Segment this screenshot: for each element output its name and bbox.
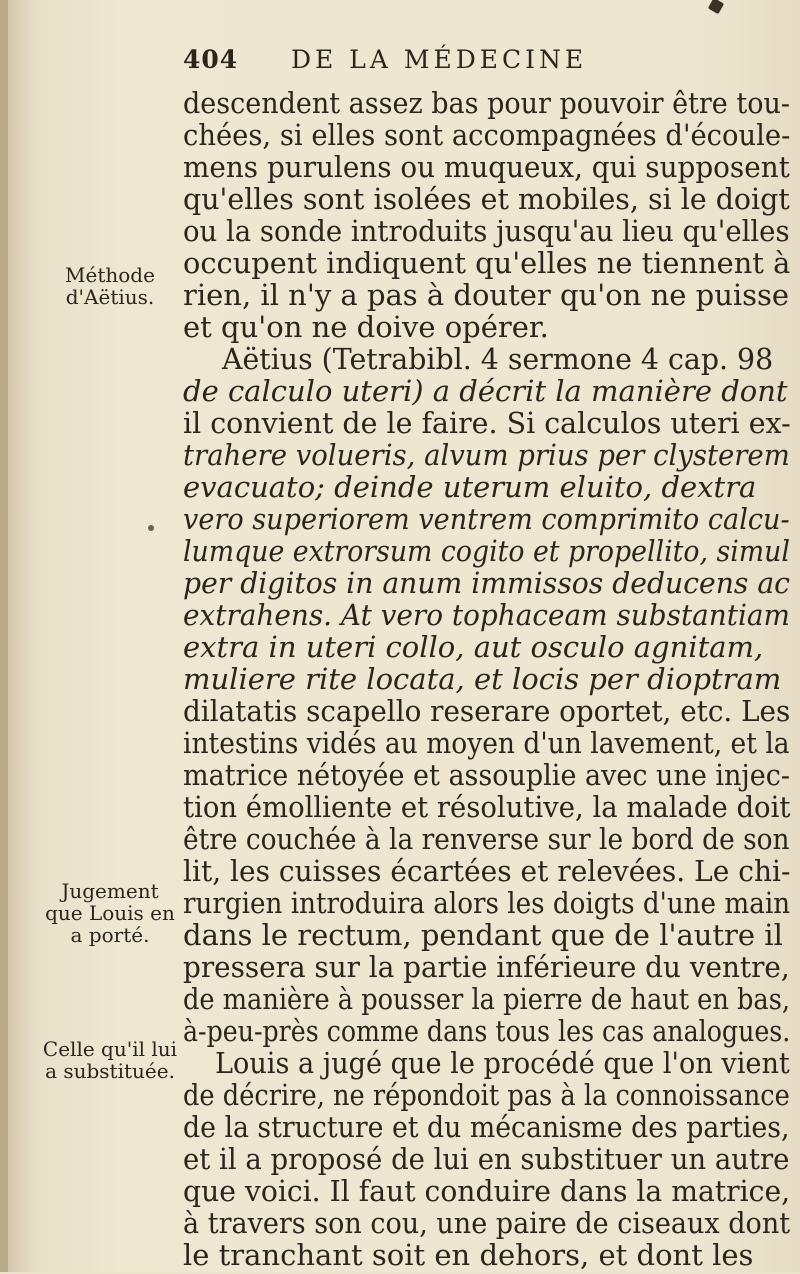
text-line: evacuato; deinde uterum eluito, dextra — [183, 470, 757, 504]
text-line: lit, les cuisses écartées et relevées. Le chi- — [183, 854, 791, 888]
text-line: et il a proposé de lui en substituer un autre — [183, 1142, 790, 1176]
text-line: dilatatis scapello reserare oportet, etc. Les — [183, 694, 791, 728]
text-line: dans le rectum, pendant que de l'autre il — [183, 918, 783, 952]
text-line: Louis a jugé que le procédé que l'on vient — [215, 1046, 790, 1080]
margin-note-method: Méthode d'Aëtius. — [65, 263, 155, 309]
text-line: et qu'on ne doive opérer. — [183, 310, 549, 344]
text-line: chées, si elles sont accompagnées d'écoule- — [183, 118, 791, 152]
text-line: lumque extrorsum cogito et propellito, simul — [183, 534, 790, 568]
text-line: qu'elles sont isolées et mobiles, si le doigt — [183, 182, 790, 216]
page-header — [183, 45, 703, 79]
text-line: extra in uteri collo, aut osculo agnitam, — [183, 630, 764, 664]
text-line: il convient de le faire. Si calculos uteri ex- — [183, 406, 791, 440]
margin-note-substitute: Celle qu'il lui a substituée. — [42, 1037, 178, 1083]
text-line: être couchée à la renverse sur le bord de son — [183, 822, 790, 856]
text-line: que voici. Il faut conduire dans la matrice, — [183, 1174, 791, 1208]
text-line: de manière à pousser la pierre de haut en bas, — [183, 982, 791, 1016]
spine-edge — [0, 0, 8, 1272]
text-line: le tranchant soit en dehors, et dont les — [183, 1238, 754, 1272]
text-line: per digitos in anum immissos deducens ac — [183, 566, 790, 600]
text-line: trahere volueris, alvum prius per clysterem — [183, 438, 790, 472]
text-line: tion émolliente et résolutive, la malade doit — [183, 790, 791, 824]
text-line: ou la sonde introduits jusqu'au lieu qu'elles — [183, 214, 790, 248]
text-line: matrice nétoyée et assouplie avec une injec- — [183, 758, 790, 792]
text-line: de décrire, ne répondoit pas à la connoissance — [183, 1078, 790, 1112]
running-title: DE LA MÉDECINE — [291, 45, 588, 74]
text-line: intestins vidés au moyen d'un lavement, et la — [183, 726, 790, 760]
text-line: descendent assez bas pour pouvoir être tou- — [183, 86, 790, 120]
text-line: à travers son cou, une paire de ciseaux dont — [183, 1206, 791, 1240]
text-line: rurgien introduira alors les doigts d'une main — [183, 886, 791, 920]
text-line: Aëtius (Tetrabibl. 4 sermone 4 cap. 98 — [222, 342, 774, 376]
margin-dot — [148, 525, 154, 531]
margin-note-judgement: Jugement que Louis en a porté. — [45, 879, 175, 947]
text-line: vero superiorem ventrem comprimito calcu- — [183, 502, 790, 536]
ink-mark — [708, 0, 724, 14]
text-line: rien, il n'y a pas à douter qu'on ne puisse — [183, 278, 790, 312]
page-number: 404 — [183, 45, 239, 74]
text-line: mens purulens ou muqueux, qui supposent — [183, 150, 790, 184]
text-line: extrahens. At vero tophaceam substantiam — [183, 598, 790, 632]
text-line: occupent indiquent qu'elles ne tiennent à — [183, 246, 791, 280]
text-line: de calculo uteri) a décrit la manière dont — [183, 374, 788, 408]
text-line: de la structure et du mécanisme des parties, — [183, 1110, 790, 1144]
text-line: muliere rite locata, et locis per dioptram — [183, 662, 782, 696]
text-line: pressera sur la partie inférieure du ventre, — [183, 950, 790, 984]
text-line: à-peu-près comme dans tous les cas analogues. — [183, 1014, 791, 1048]
